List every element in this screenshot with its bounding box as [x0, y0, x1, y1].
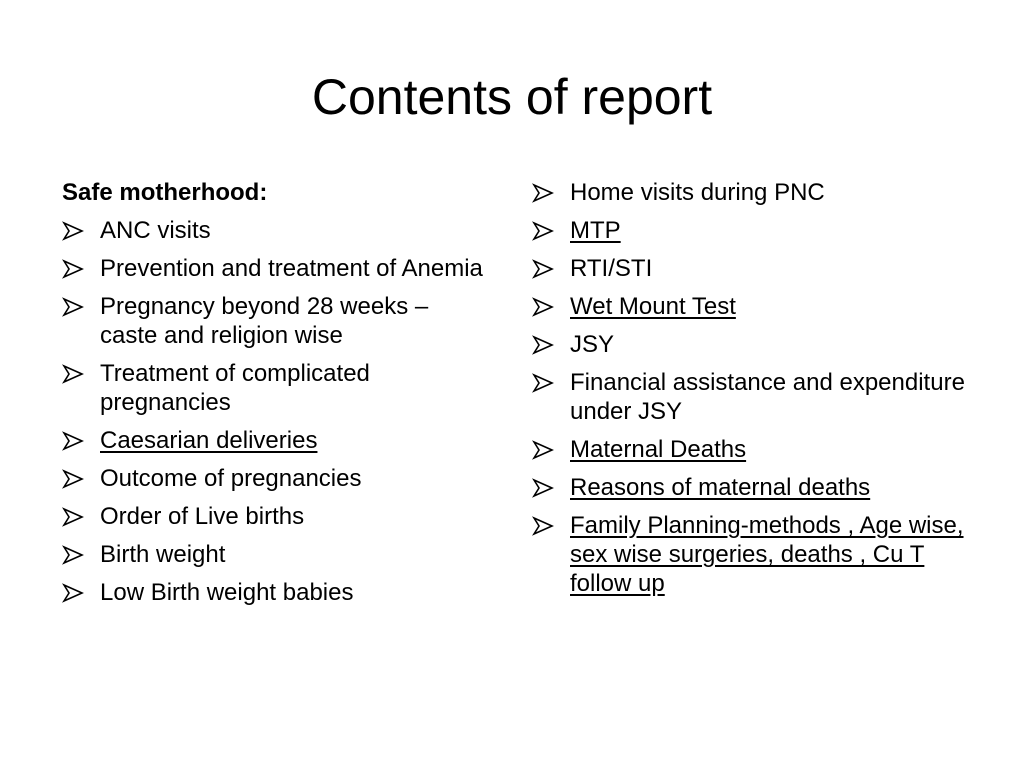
hyperlink-text[interactable]: Wet Mount Test: [570, 293, 736, 320]
arrowhead-bullet-icon: [532, 183, 554, 203]
item-text: Outcome of pregnancies: [100, 465, 362, 492]
item-text: RTI/STI: [570, 255, 653, 282]
arrowhead-bullet-icon: [62, 297, 84, 317]
item-text: JSY: [570, 331, 615, 358]
item-text: ANC visits: [100, 217, 211, 244]
arrowhead-bullet-icon: [532, 373, 554, 393]
list-item: [62, 292, 492, 350]
list-item[interactable]: [532, 511, 972, 598]
arrowhead-bullet-icon: [62, 221, 84, 241]
arrowhead-bullet-icon: [62, 431, 84, 451]
list-item: [62, 254, 492, 283]
arrowhead-bullet-icon: [62, 259, 84, 279]
arrowhead-bullet-icon: [532, 297, 554, 317]
list-item[interactable]: [532, 292, 972, 321]
item-text: Order of Live births: [100, 503, 305, 530]
hyperlink-text[interactable]: Maternal Deaths: [570, 436, 747, 463]
list-item: [532, 178, 972, 207]
right-column: [532, 178, 972, 607]
list-item: [62, 359, 492, 417]
list-item: [532, 368, 972, 426]
item-text: Prevention and treatment of Anemia: [100, 255, 483, 282]
item-text: Low Birth weight babies: [100, 579, 354, 606]
arrowhead-bullet-icon: [532, 335, 554, 355]
hyperlink-text[interactable]: Family Planning-methods , Age wise, sex wise surgeries, deaths , Cu T follow up: [570, 512, 964, 597]
list-item: [62, 216, 492, 245]
slide-title: Contents of report: [311, 69, 713, 125]
section-heading: Safe motherhood:: [62, 179, 268, 206]
list-item: [62, 464, 492, 493]
arrowhead-bullet-icon: [532, 221, 554, 241]
arrowhead-bullet-icon: [532, 516, 554, 536]
arrowhead-bullet-icon: [62, 364, 84, 384]
list-item[interactable]: [532, 473, 972, 502]
hyperlink-text[interactable]: Reasons of maternal deaths: [570, 474, 871, 501]
left-column: [62, 178, 492, 616]
list-item: [62, 502, 492, 531]
arrowhead-bullet-icon: [532, 478, 554, 498]
hyperlink-text[interactable]: Caesarian deliveries: [100, 427, 318, 454]
right-bullet-list: [532, 178, 972, 598]
arrowhead-bullet-icon: [62, 583, 84, 603]
arrowhead-bullet-icon: [62, 545, 84, 565]
item-text: Treatment of complicated pregnancies: [100, 360, 370, 416]
list-item: [62, 578, 492, 607]
hyperlink-text[interactable]: MTP: [570, 217, 621, 244]
item-text: Home visits during PNC: [570, 179, 825, 206]
list-item: [532, 330, 972, 359]
list-item: [532, 254, 972, 283]
left-bullet-list: [62, 216, 492, 607]
list-item[interactable]: [532, 216, 972, 245]
list-item: [62, 540, 492, 569]
arrowhead-bullet-icon: [532, 440, 554, 460]
list-item[interactable]: [532, 435, 972, 464]
list-item[interactable]: [62, 426, 492, 455]
item-text: Financial assistance and expenditure under JSY: [570, 369, 965, 425]
arrowhead-bullet-icon: [532, 259, 554, 279]
arrowhead-bullet-icon: [62, 507, 84, 527]
arrowhead-bullet-icon: [62, 469, 84, 489]
item-text: Pregnancy beyond 28 weeks – caste and religion wise: [100, 293, 429, 349]
item-text: Birth weight: [100, 541, 226, 568]
